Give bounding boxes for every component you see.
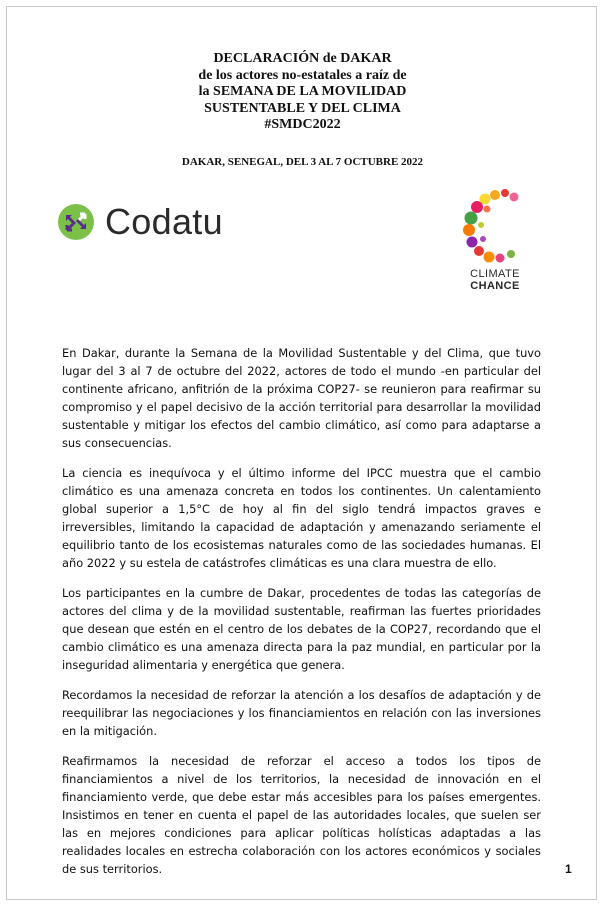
title-line: la SEMANA DE LA MOVILIDAD [198,84,407,99]
declaration-body [62,344,541,890]
page-number: 1 [565,862,572,876]
climate-chance-logo [455,268,535,292]
title-line: #SMDC2022 [264,117,341,132]
title-line: de los actores no-estatales a raíz de [198,67,407,83]
body-paragraph: Recordamos la necesidad de reforzar la atención a los desafíos de adaptación y de reequilibrar las negociaciones y los financiamientos en relación con las inversiones en la mitigación. [62,688,541,738]
climate-chance-line2: CHANCE [470,280,520,292]
declaration-title [7,51,598,134]
codatu-wordmark: Codatu [105,201,223,242]
body-paragraph: En Dakar, durante la Semana de la Movilidad Sustentable y del Clima, que tuvo lugar del 3 al 7 de octubre del 2022, actores de todo el mundo -en particular del continente africano, anfitrión de la próxima COP27- se reunieron para reafirmar su compromiso y el papel decisivo de la acción territorial para desarrollar la movilidad sustentable y mitigar los efectos del cambio climático, así como para adaptarse a sus consecuencias. [62,346,541,450]
body-paragraph: Reafirmamos la necesidad de reforzar el acceso a todos los tipos de financiamientos a nivel de los territorios, la necesidad de innovación en el financiamiento verde, que debe estar más accesibles para los países emergentes. Insistimos en tener en cuenta el papel de las autoridades locales, que suelen ser las en mejores condiciones para aplicar políticas holísticas adaptadas a las realidades locales en estrecha colaboración con los actores económicos y sociales de sus territorios. [62,754,541,876]
climate-chance-line1: CLIMATE [470,268,520,280]
body-paragraph: La ciencia es inequívoca y el último informe del IPCC muestra que el cambio climático es una amenaza concreta en todos los continentes. Un calentamiento global superior a 1,5°C de hoy al fin del siglo tendrá impactos graves e irreversibles, limitando la capacidad de adaptación y amenazando seriamente el equilibrio tanto de los ecosistemas naturales como de las sociedades humanas. El año 2022 y su estela de catástrofes climáticas es una clara muestra de ello. [62,466,541,570]
arrows-icon [57,203,95,241]
location-date-subtitle: DAKAR, SENEGAL, DEL 3 AL 7 OCTUBRE 2022 [181,156,424,168]
title-line: DECLARACIÓN de DAKAR [213,51,392,66]
body-paragraph: Los participantes en la cumbre de Dakar, procedentes de todas las categorías de actores del clima y de la movilidad sustentable, reafirman las fuertes prioridades que desean que estén en el centro de los debates de la COP27, recordando que el cambio climático es una amenaza directa para la paz mundial, en particular por la inseguridad alimentaria y energética que genera. [62,586,541,672]
title-line: SUSTENTABLE Y DEL CLIMA [204,100,401,116]
codatu-logo [57,199,223,245]
document-page [6,6,597,900]
